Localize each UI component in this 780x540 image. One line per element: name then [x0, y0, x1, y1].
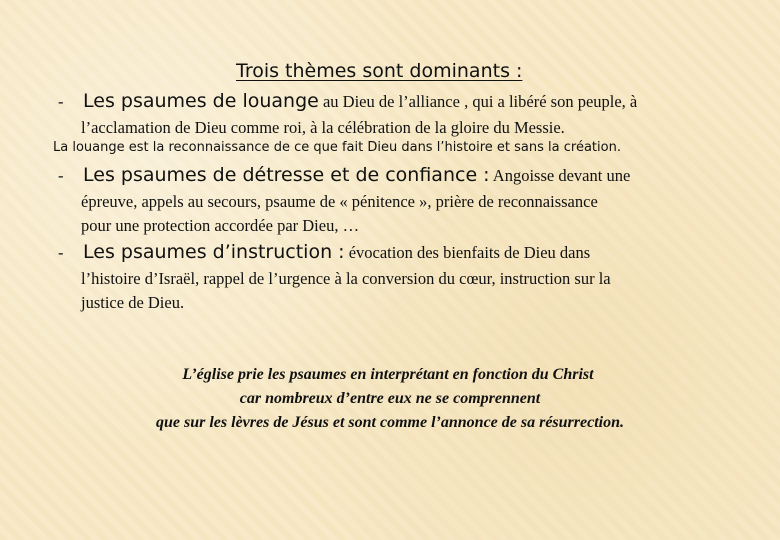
quote-line: car nombreux d’entre eux ne se comprennent	[239, 390, 541, 407]
bullet-heading: Les psaumes d’instruction :	[83, 241, 345, 263]
quote-line: L’église prie les psaumes en interprétant en fonction du Christ	[182, 366, 594, 383]
bullet-dash: -	[58, 243, 64, 262]
bullet-instruction	[58, 241, 590, 263]
bullet-continuation: pour une protection accordée par Dieu, …	[81, 216, 360, 235]
bullet-dash: -	[58, 166, 64, 185]
bullet-heading: Les psaumes de louange	[83, 90, 319, 112]
bullet-louange	[58, 90, 637, 112]
bullet-text: évocation des bienfaits de Dieu dans	[344, 243, 591, 262]
bullet-text: Angoisse devant une	[489, 166, 631, 185]
bullet-detresse	[58, 164, 630, 186]
bullet-heading: Les psaumes de détresse et de confiance :	[83, 164, 490, 186]
bullet-continuation: épreuve, appels au secours, psaume de « pénitence », prière de reconnaissance	[81, 192, 598, 211]
quote-line: que sur les lèvres de Jésus et sont comme l’annonce de sa résurrection.	[156, 414, 624, 431]
bullet-continuation: justice de Dieu.	[81, 293, 185, 312]
louange-note: La louange est la reconnaissance de ce que fait Dieu dans l’histoire et sans la création.	[53, 140, 621, 155]
bullet-dash: -	[58, 92, 64, 111]
slide-title: Trois thèmes sont dominants :	[236, 60, 523, 82]
bullet-continuation: l’acclamation de Dieu comme roi, à la célébration de la gloire du Messie.	[81, 118, 565, 137]
bullet-continuation: l’histoire d’Israël, rappel de l’urgence à la conversion du cœur, instruction sur la	[81, 269, 611, 288]
bullet-text: au Dieu de l’alliance , qui a libéré son peuple, à	[318, 92, 638, 111]
